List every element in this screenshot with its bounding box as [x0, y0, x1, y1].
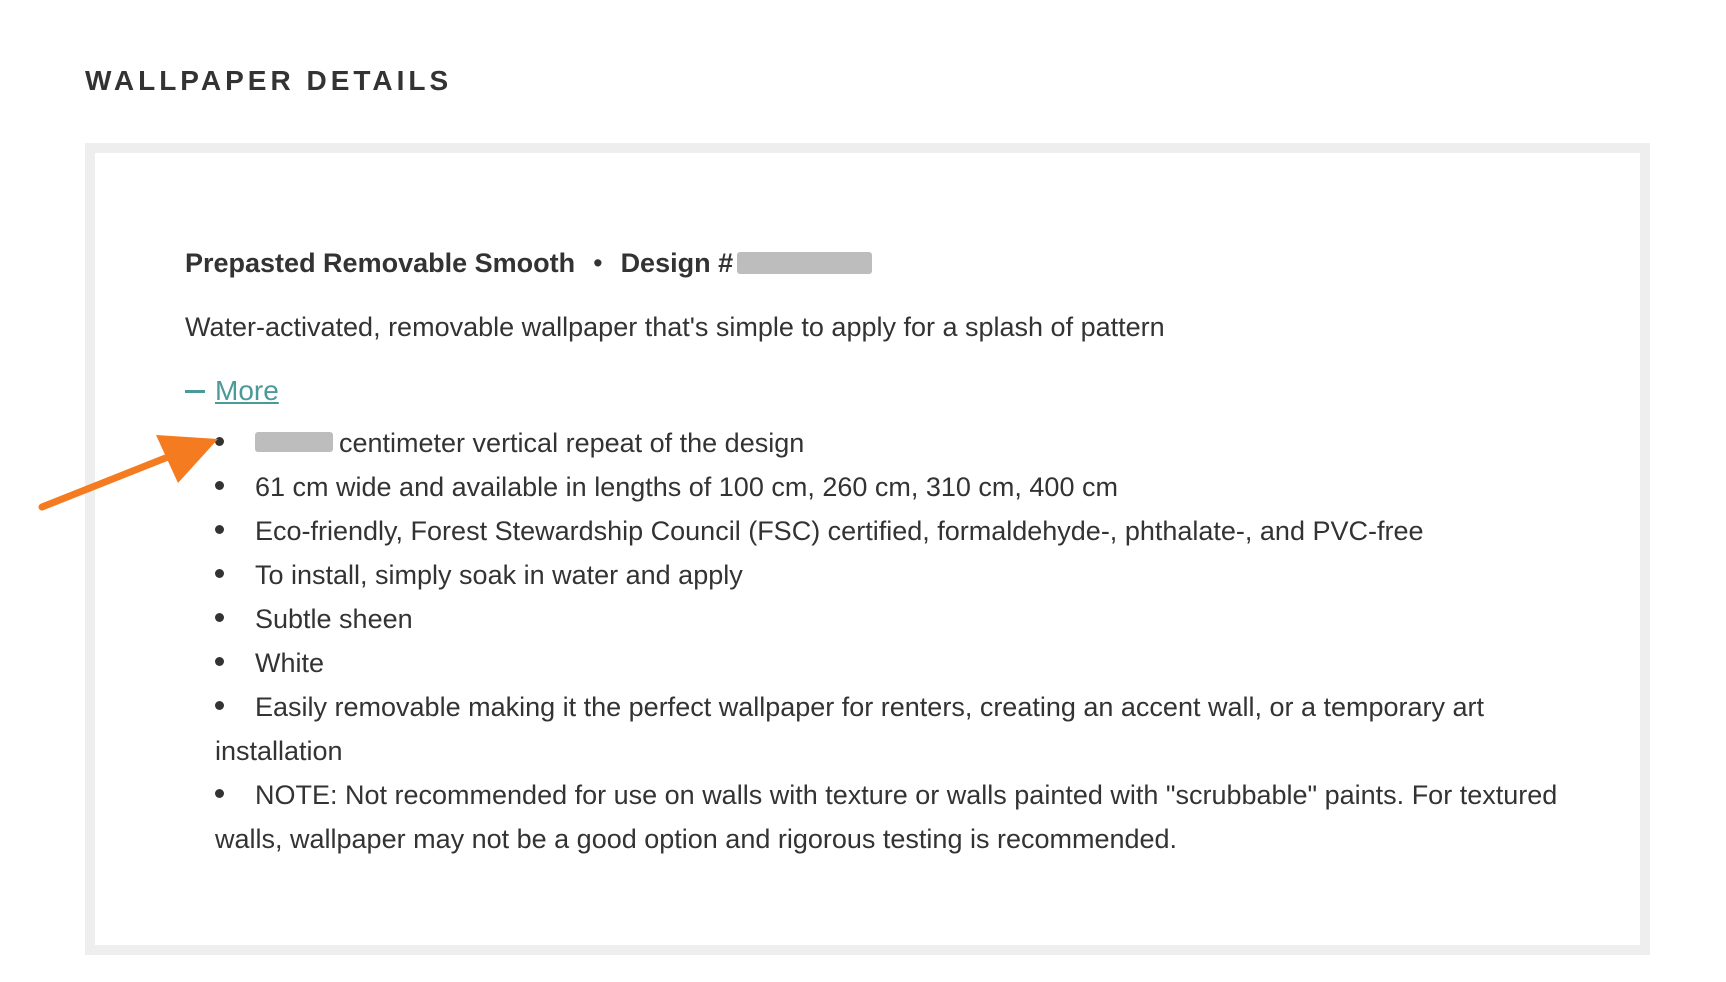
separator-dot: • — [593, 248, 603, 278]
bullet-icon — [215, 685, 255, 729]
feature-text: Eco-friendly, Forest Stewardship Council (FSC) certified, formaldehyde-, phthalate-, and PVC-free — [255, 516, 1424, 546]
features-list — [185, 421, 1575, 861]
feature-text: 61 cm wide and available in lengths of 100 cm, 260 cm, 310 cm, 400 cm — [255, 472, 1118, 502]
feature-text: NOTE: Not recommended for use on walls with texture or walls painted with "scrubbable" paints. For textured walls, wallpaper may not be a good option and rigorous testing is recommended. — [215, 780, 1558, 854]
product-description: Water-activated, removable wallpaper that's simple to apply for a splash of pattern — [185, 312, 1165, 342]
feature-text: To install, simply soak in water and apply — [255, 560, 743, 590]
feature-text: White — [255, 648, 325, 678]
details-panel — [85, 143, 1650, 955]
bullet-icon — [215, 597, 255, 641]
minus-icon — [185, 390, 205, 393]
redacted-repeat-value — [255, 432, 333, 452]
redacted-design-number — [737, 252, 872, 274]
list-item — [215, 421, 1575, 465]
more-link-label[interactable]: More — [215, 375, 279, 406]
list-item — [215, 465, 1575, 509]
list-item — [215, 773, 1575, 861]
bullet-icon — [215, 553, 255, 597]
feature-text: Easily removable making it the perfect wallpaper for renters, creating an accent wall, or a temporary art installation — [215, 692, 1485, 766]
bullet-icon — [215, 773, 255, 817]
feature-text: Subtle sheen — [255, 604, 413, 634]
list-item — [215, 597, 1575, 641]
details-content — [185, 245, 1575, 861]
list-item — [215, 509, 1575, 553]
bullet-icon — [215, 641, 255, 685]
list-item — [215, 685, 1575, 773]
material-type: Prepasted Removable Smooth — [185, 248, 576, 278]
arrow-annotation-icon — [38, 425, 228, 525]
section-title: WALLPAPER DETAILS — [85, 65, 453, 96]
product-line — [185, 245, 1575, 281]
list-item — [215, 553, 1575, 597]
feature-text: centimeter vertical repeat of the design — [339, 428, 805, 458]
more-toggle-link[interactable] — [185, 373, 1575, 409]
design-label: Design # — [620, 248, 734, 278]
list-item — [215, 641, 1575, 685]
